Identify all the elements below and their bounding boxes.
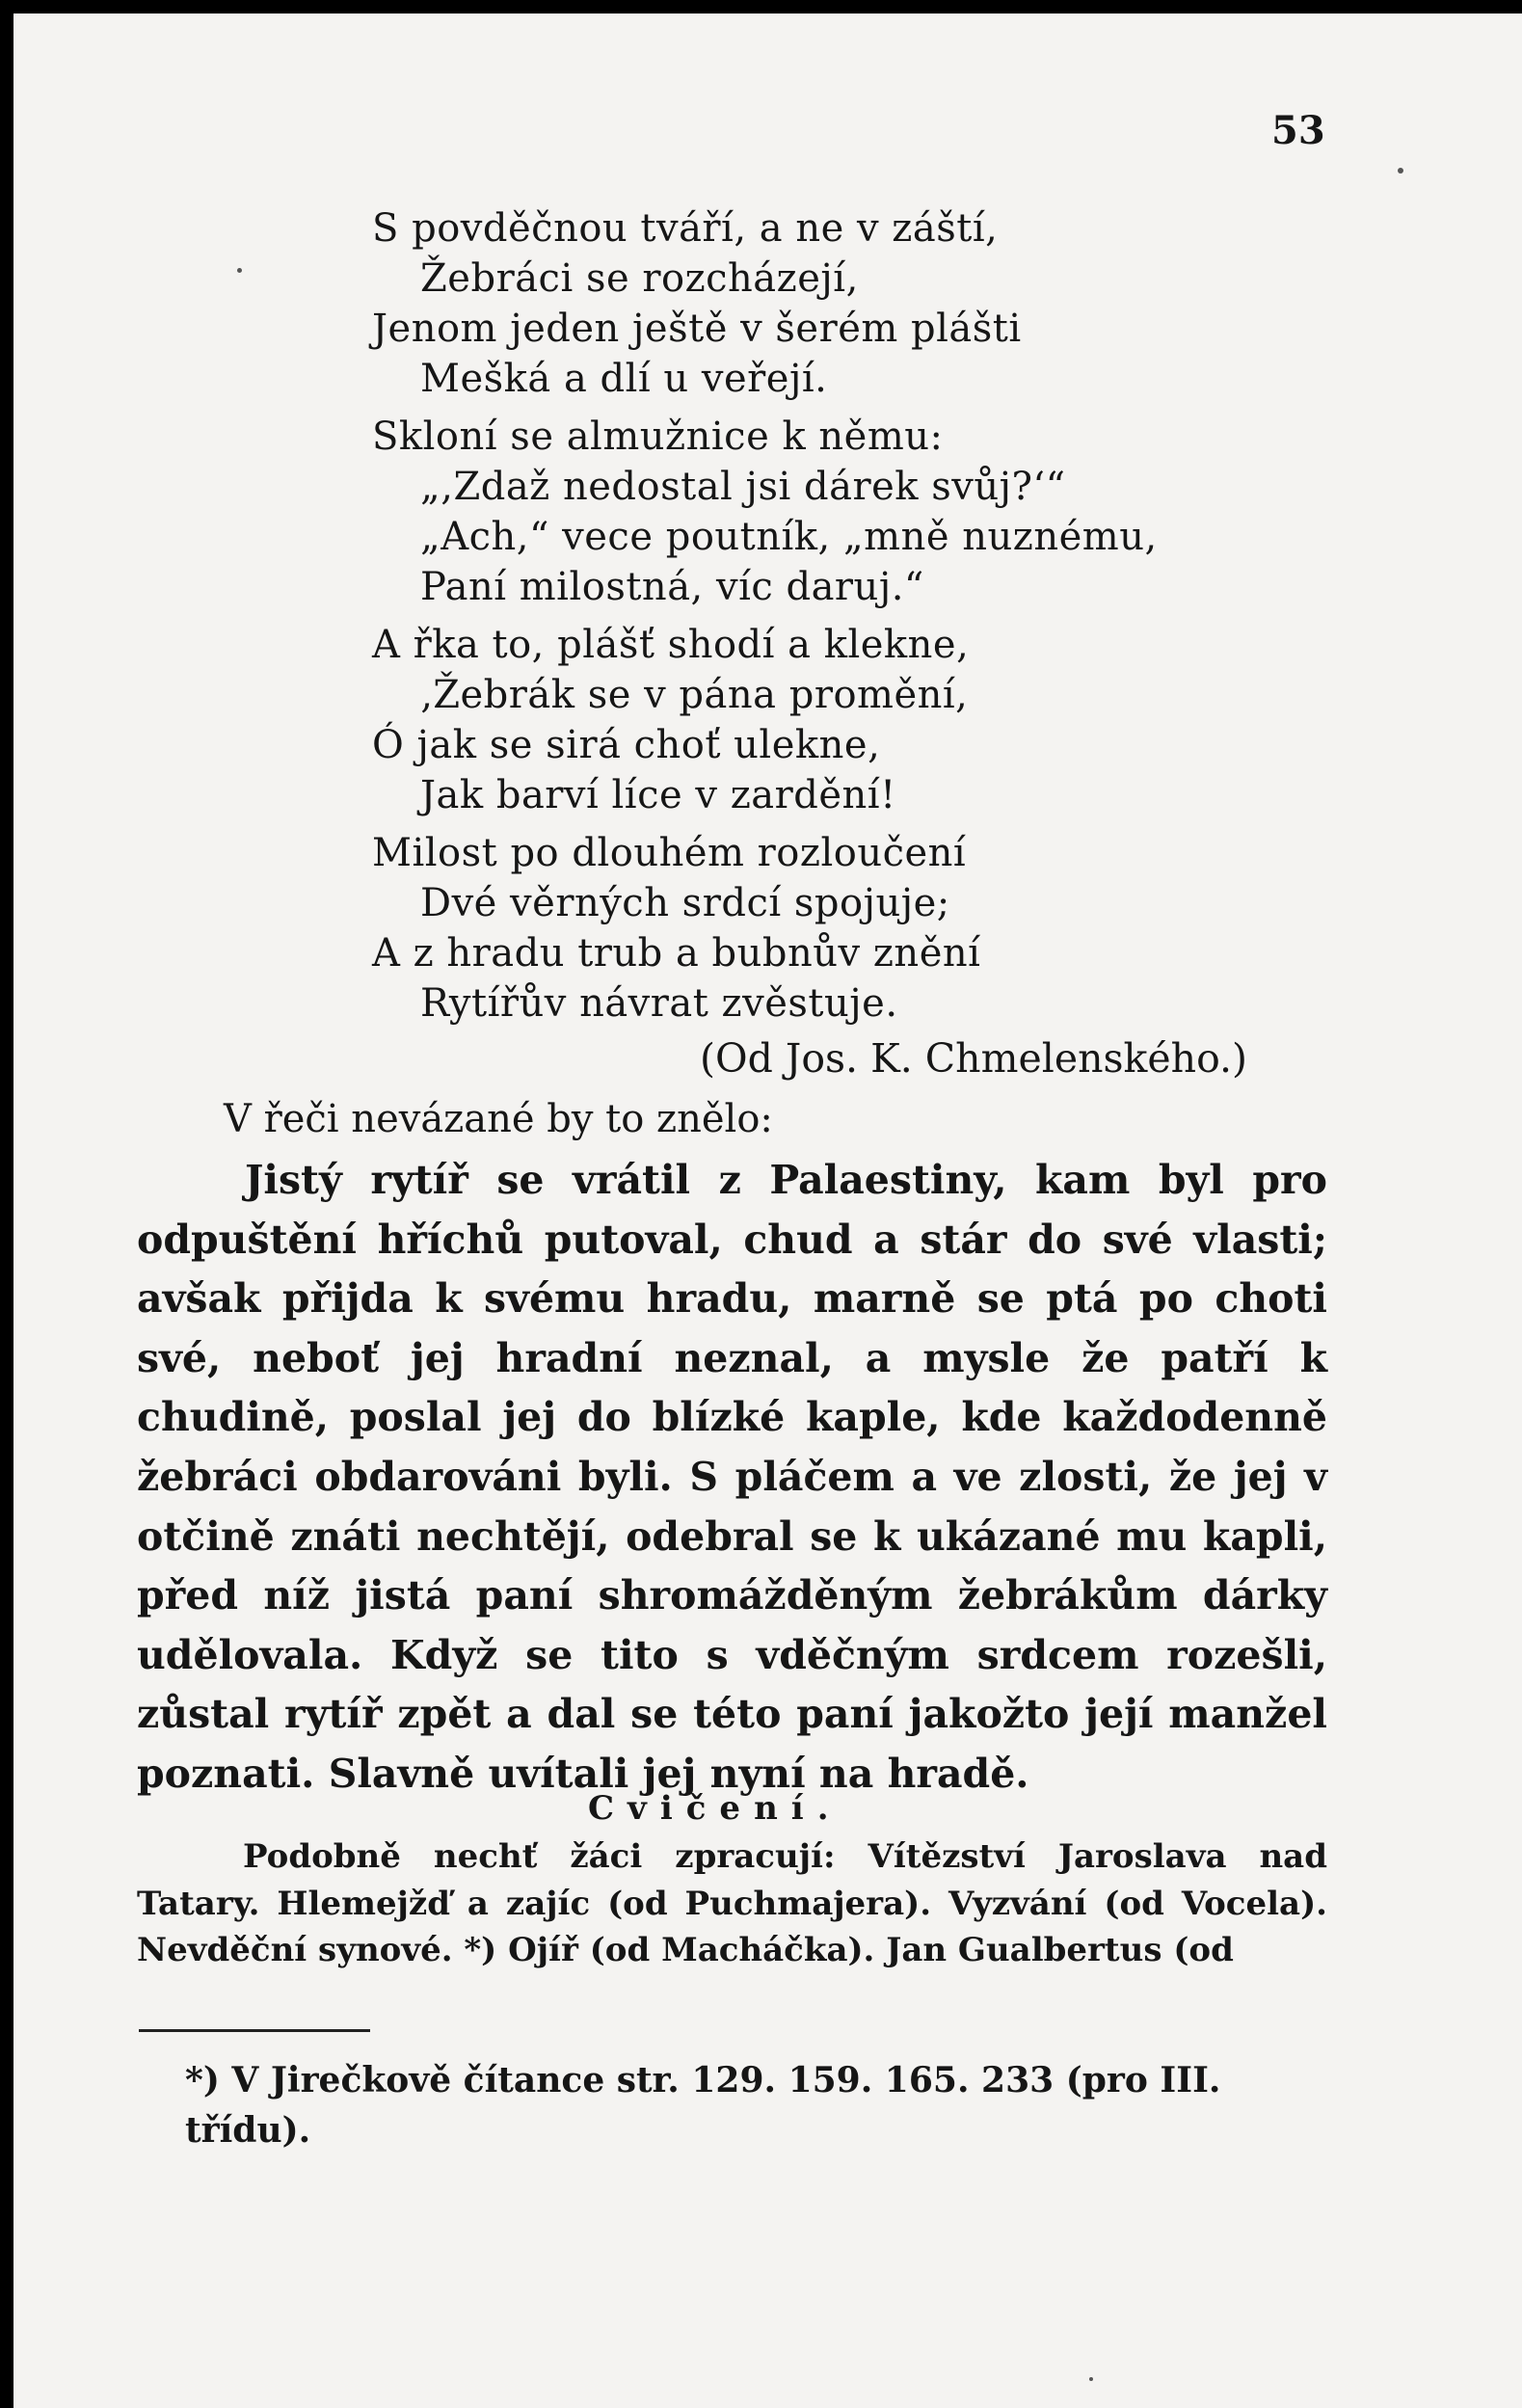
- verse-line: „,Zdaž nedostal jsi dárek svůj?‘“: [420, 465, 1066, 509]
- exercise-heading: Cvičení.: [588, 1789, 842, 1828]
- prose-paragraph: Jistý rytíř se vrátil z Palaestiny, kam byl pro odpuštění hříchů putoval, chud a stár do své vlasti; avšak přijda k svému hradu, marně se ptá po choti své, neboť jej hradní neznal, a mysle že patří k chudině, poslal jej do blízké kaple, kde každodenně žebráci obdarováni byli. S pláčem a ve zlosti, že jej v otčině znáti nechtějí, odebral se k ukázané mu kapli, před níž jistá paní shromážděným žebrákům dárky udělovala. Když se tito s vděčným srdcem rozešli, zůstal rytíř zpět a dal se této paní jakožto její manžel poznati. Slavně uvítali jej nyní na hradě.: [137, 1157, 1327, 1797]
- verse-line: Mešká a dlí u veřejí.: [420, 357, 828, 401]
- verse-line: Žebráci se rozcházejí,: [420, 256, 859, 301]
- verse-line: „Ach,“ vece poutník, „mně nuznému,: [420, 515, 1158, 559]
- print-speck: [1398, 168, 1403, 174]
- verse-line: Jenom jeden ještě v šerém plášti: [372, 307, 1022, 351]
- verse-line: Milost po dlouhém rozloučení: [372, 831, 967, 875]
- page-number: 53: [1271, 108, 1325, 153]
- verse-line: A řka to, plášť shodí a klekne,: [372, 623, 970, 667]
- verse-line: Rytířův návrat zvěstuje.: [420, 981, 898, 1026]
- footnote-divider: [139, 2029, 370, 2032]
- verse-line: Ó jak se sirá choť ulekne,: [372, 723, 881, 767]
- verse-line: Dvé věrných srdcí spojuje;: [420, 881, 950, 925]
- verse-line: Paní milostná, víc daruj.“: [420, 565, 924, 609]
- verse-line: Skloní se almužnice k němu:: [372, 415, 944, 459]
- poem-attribution: (Od Jos. K. Chmelenského.): [700, 1035, 1248, 1082]
- verse-line: Jak barví líce v zardění!: [420, 773, 896, 817]
- verse-line: S povděčnou tváří, a ne v záští,: [372, 206, 999, 251]
- footnote: *) V Jirečkově čítance str. 129. 159. 165. 233 (pro III. třídu).: [185, 2060, 1221, 2151]
- verse-line: A z hradu trub a bubnův znění: [372, 931, 981, 976]
- exercise-paragraph: Podobně nechť žáci zpracují: Vítězství Jaroslava nad Tatary. Hlemejžď a zajíc (od Puchmajera). Vyzvání (od Vocela). Nevděční synové. *) Ojíř (od Macháčka). Jan Gualbertus (od: [137, 1837, 1327, 1969]
- verse-line: ‚Žebrák se v pána promění,: [420, 673, 969, 717]
- book-page: [13, 13, 1522, 2408]
- print-speck: [1089, 2377, 1093, 2381]
- prose-intro: V řeči nevázané by to znělo:: [224, 1097, 773, 1141]
- print-speck: [237, 268, 242, 273]
